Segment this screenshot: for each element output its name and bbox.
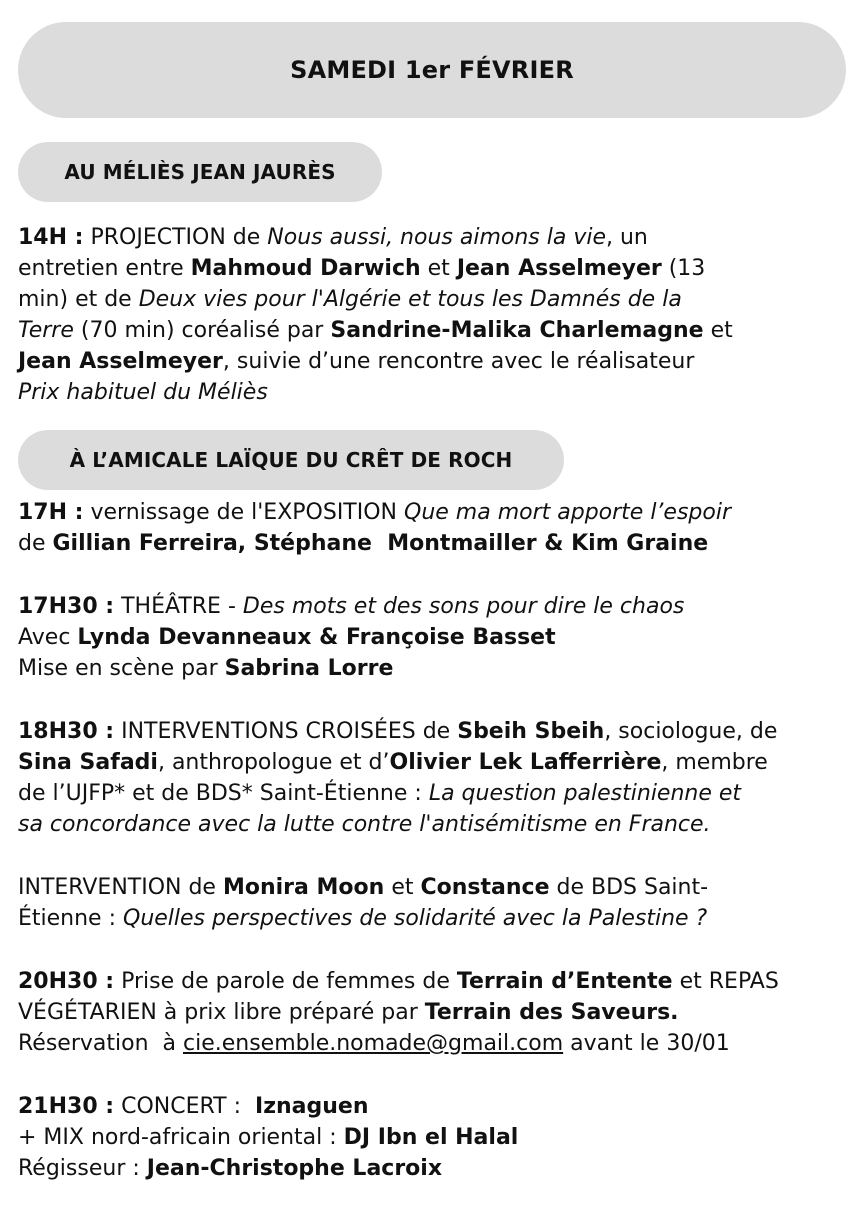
person-name: Sina Safadi bbox=[18, 750, 158, 775]
person-name: Sbeih Sbeih bbox=[457, 719, 605, 744]
event-20h30 bbox=[18, 966, 848, 1059]
film-title: Terre bbox=[18, 318, 74, 343]
event-line: INTERVENTION de Monira Moon et Constance de BDS Saint- bbox=[18, 875, 709, 900]
person-name: Jean Asselmeyer bbox=[18, 349, 223, 374]
price-note: Prix habituel du Méliès bbox=[18, 380, 268, 405]
person-name: DJ Ibn el Halal bbox=[343, 1125, 519, 1150]
event-line: Étienne : Quelles perspectives de solidarité avec la Palestine ? bbox=[18, 906, 708, 931]
event-time: 14H : bbox=[18, 225, 84, 250]
event-line: Sina Safadi, anthropologue et d’Olivier Lek Lafferrière, membre bbox=[18, 750, 768, 775]
band-name: Iznaguen bbox=[255, 1094, 369, 1119]
event-line: 17H : vernissage de l'EXPOSITION Que ma mort apporte l’espoir bbox=[18, 500, 732, 525]
event-line: Mise en scène par Sabrina Lorre bbox=[18, 656, 394, 681]
event-line bbox=[18, 377, 848, 408]
event-line: 21H30 : CONCERT : Iznaguen bbox=[18, 1094, 369, 1119]
person-name: Jean-Christophe Lacroix bbox=[146, 1156, 443, 1181]
venue-heading-amicale bbox=[18, 430, 564, 490]
person-name: Gillian Ferreira, Stéphane Montmailler & Kim Graine bbox=[52, 531, 709, 556]
event-line: Régisseur : Jean-Christophe Lacroix bbox=[18, 1156, 443, 1181]
event-line: VÉGÉTARIEN à prix libre préparé par Terrain des Saveurs. bbox=[18, 1000, 679, 1025]
event-time: 17H : bbox=[18, 500, 84, 525]
film-title: Deux vies pour l'Algérie et tous les Damnés de la bbox=[138, 287, 682, 312]
event-14h bbox=[18, 222, 848, 408]
event-time: 17H30 : bbox=[18, 594, 115, 619]
event-line: 14H : PROJECTION de Nous aussi, nous aimons la vie, un bbox=[18, 225, 648, 250]
event-time: 21H30 : bbox=[18, 1094, 115, 1119]
event-17h30 bbox=[18, 591, 848, 684]
talk-title: sa concordance avec la lutte contre l'antisémitisme en France. bbox=[18, 812, 711, 837]
event-line: + MIX nord-africain oriental : DJ Ibn el Halal bbox=[18, 1125, 519, 1150]
event-line: 17H30 : THÉÂTRE - Des mots et des sons pour dire le chaos bbox=[18, 594, 685, 619]
venue-heading-text: À L’AMICALE LAÏQUE DU CRÊT DE ROCH bbox=[69, 448, 513, 472]
event-18h30 bbox=[18, 716, 848, 840]
event-line: entretien entre Mahmoud Darwich et Jean Asselmeyer (13 bbox=[18, 256, 706, 281]
event-line: Terre (70 min) coréalisé par Sandrine-Malika Charlemagne et bbox=[18, 318, 733, 343]
talk-title: Quelles perspectives de solidarité avec la Palestine ? bbox=[123, 906, 708, 931]
talk-title: La question palestinienne et bbox=[428, 781, 742, 806]
person-name: Monira Moon bbox=[222, 875, 385, 900]
person-name: Jean Asselmeyer bbox=[456, 256, 662, 281]
email-link[interactable]: cie.ensemble.nomade@gmail.com bbox=[182, 1031, 564, 1056]
event-line: 18H30 : INTERVENTIONS CROISÉES de Sbeih Sbeih, sociologue, de bbox=[18, 719, 778, 744]
event-line: Avec Lynda Devanneaux & Françoise Basset bbox=[18, 625, 556, 650]
event-time: 18H30 : bbox=[18, 719, 115, 744]
organization-name: Terrain d’Entente bbox=[456, 969, 673, 994]
event-line: 20H30 : Prise de parole de femmes de Terrain d’Entente et REPAS bbox=[18, 969, 779, 994]
page-title-text: SAMEDI 1er FÉVRIER bbox=[290, 56, 574, 84]
play-title: Des mots et des sons pour dire le chaos bbox=[242, 594, 685, 619]
exhibition-title: Que ma mort apporte l’espoir bbox=[404, 500, 732, 525]
page-title bbox=[18, 22, 846, 118]
event-17h bbox=[18, 497, 848, 559]
event-line: Réservation à cie.ensemble.nomade@gmail.com avant le 30/01 bbox=[18, 1031, 730, 1056]
person-name: Constance bbox=[420, 875, 550, 900]
venue-heading-melies bbox=[18, 142, 382, 202]
event-line: de Gillian Ferreira, Stéphane Montmailler & Kim Graine bbox=[18, 531, 709, 556]
organization-name: Terrain des Saveurs. bbox=[424, 1000, 679, 1025]
person-name: Sabrina Lorre bbox=[224, 656, 394, 681]
person-name: Mahmoud Darwich bbox=[190, 256, 421, 281]
person-name: Sandrine-Malika Charlemagne bbox=[330, 318, 704, 343]
venue-heading-text: AU MÉLIÈS JEAN JAURÈS bbox=[64, 160, 336, 184]
event-21h30 bbox=[18, 1091, 848, 1184]
person-name: Lynda Devanneaux & Françoise Basset bbox=[77, 625, 556, 650]
event-line: min) et de Deux vies pour l'Algérie et tous les Damnés de la bbox=[18, 287, 682, 312]
event-time: 20H30 : bbox=[18, 969, 115, 994]
event-line bbox=[18, 809, 848, 840]
event-intervention bbox=[18, 872, 848, 934]
person-name: Olivier Lek Lafferrière bbox=[389, 750, 662, 775]
film-title: Nous aussi, nous aimons la vie bbox=[267, 225, 606, 250]
event-line: Jean Asselmeyer, suivie d’une rencontre avec le réalisateur bbox=[18, 349, 695, 374]
event-line: de l’UJFP* et de BDS* Saint-Étienne : La question palestinienne et bbox=[18, 781, 742, 806]
